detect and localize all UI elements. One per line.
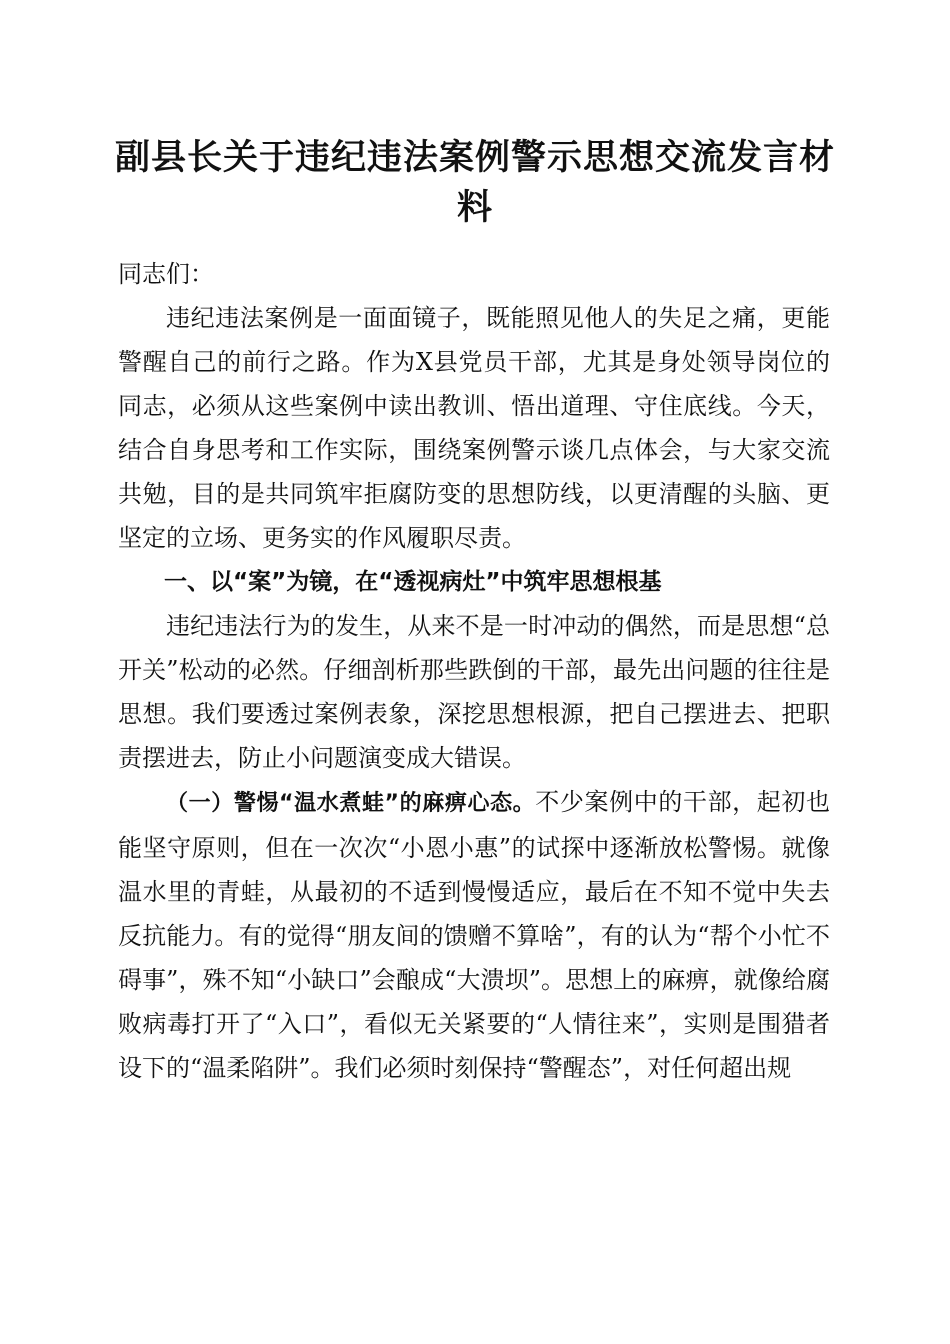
document-title: 副县长关于违纪违法案例警示思想交流发言材料 bbox=[114, 138, 835, 228]
section-1-paragraph: 违纪违法行为的发生，从来不是一时冲动的偶然，而是思想“总开关”松动的必然。仔细剖析那些跌倒的干部，最先出问题的往往是思想。我们要透过案例表象，深挖思想根源，把自己摆进去、把职责摆进去，防止小问题演变成大错误。 bbox=[118, 612, 830, 772]
subsection-1-lead: （一）警惕“温水煮蛙”的麻痹心态。 bbox=[166, 791, 536, 816]
intro-paragraph: 违纪违法案例是一面面镜子，既能照见他人的失足之痛，更能警醒自己的前行之路。作为X县党员干部，尤其是身处领导岗位的同志，必须从这些案例中读出教训、悟出道理、守住底线。今天，结合自身思考和工作实际，围绕案例警示谈几点体会，与大家交流共勉，目的是共同筑牢拒腐防变的思想防线，以更清醒的头脑、更坚定的立场、更务实的作风履职尽责。 bbox=[118, 304, 830, 552]
subsection-1-text: 不少案例中的干部，起初也能坚守原则，但在一次次“小恩小惠”的试探中逐渐放松警惕。就像温水里的青蛙，从最初的不适到慢慢适应，最后在不知不觉中失去反抗能力。有的觉得“朋友间的馈赠不算啥”，有的认为“帮个小忙不碍事”，殊不知“小缺口”会酿成“大溃坝”。思想上的麻痹，就像给腐败病毒打开了“入口”，看似无关紧要的“人情往来”，实则是围猎者设下的“温柔陷阱”。我们必须时刻保持“警醒态”，对任何超出规 bbox=[118, 788, 831, 1082]
document-body bbox=[118, 252, 830, 1090]
section-1-heading: 一、以“案”为镜，在“透视病灶”中筑牢思想根基 bbox=[164, 569, 662, 595]
subsection-1-paragraph bbox=[118, 780, 830, 1090]
salutation: 同志们： bbox=[118, 260, 214, 288]
